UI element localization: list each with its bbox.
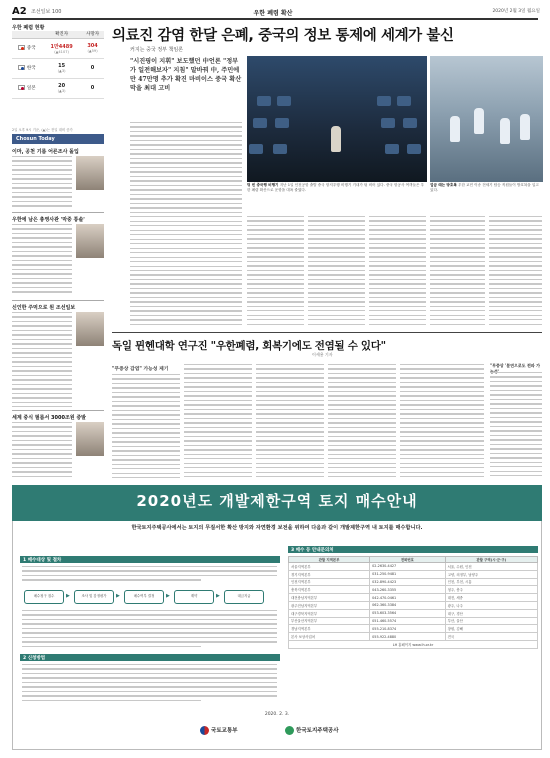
confirmed-count: 15 [58,63,66,69]
country-name: 중국 [26,46,36,51]
flow-step: 대금지급 [224,590,264,604]
phone-number[interactable]: 02-2630-4427 [370,563,445,571]
lh-emblem-icon [285,726,294,735]
ad-section-heading: 3 매수 등 안내문의처 [288,546,538,553]
office-area: 부산, 울산 [445,617,537,625]
confirmed-delta: (▲4107) [54,49,69,54]
airplane-cabin-photo [247,56,427,182]
confirmed-cell [42,78,81,98]
phone-number[interactable]: 062-360-3384 [370,601,445,609]
phone-number[interactable]: 032-890-4423 [370,578,445,586]
main-body-col-1 [130,122,242,327]
side-portrait-photo [76,422,104,456]
second-body-col-3 [256,364,324,480]
main-headline[interactable]: 의료진 감염 한달 은폐, 중국의 정보 통제에 세계가 불신 [112,28,454,44]
office-name: 경기지역본부 [289,570,370,578]
contact-row [289,601,538,609]
deaths-cell [81,38,104,58]
issue-date: 2020년 2월 3일 월요일 [492,9,540,14]
second-body-col-1 [112,374,180,480]
phone-number[interactable]: 051-460-5574 [370,617,445,625]
contact-row [289,633,538,641]
side-divider [12,300,104,301]
contact-header: 전화번호 [370,557,445,563]
second-article-subhead: "무증상 감염" 가능성 제기 [112,367,169,372]
phone-number[interactable]: 031-250-9481 [370,570,445,578]
second-body-col-2 [184,364,252,480]
confirmed-cell [42,38,81,58]
main-deck: "시진핑이 지휘" 보도했던 中언론 "정부가 일전해보자" 지침" 말바꿔 中, 주민에만 47만명 추가 확진 마비이스 중국 확산 막을 최대 고비 [130,58,242,92]
caption-text: 우한 교민 이송 전세기 탑승 직원들이 방호복을 입고 있다. [430,183,539,192]
stats-title: 우한 폐렴 현황 [12,25,45,31]
office-name: 인천지역본부 [289,578,370,586]
contact-row [289,625,538,633]
stats-header [12,31,42,38]
top-rule [12,18,538,20]
contact-row [289,609,538,617]
photo-caption [430,183,543,193]
office-area: 인천, 부천, 시흥 [445,578,537,586]
side-article-body [12,312,72,408]
office-area: 대구, 경산 [445,609,537,617]
office-area: 서울, 수원, 인천 [445,563,537,571]
side-article-body [12,224,72,296]
lh-name: 한국토지주택공사 [296,728,339,734]
contact-row [289,570,538,578]
office-name: 본사 보상사업처 [289,633,370,641]
death-delta: (▲59) [87,49,98,53]
office-area: 전국 [445,633,537,641]
country-cell [12,58,42,78]
confirmed-delta: (▲3) [57,69,66,73]
side-divider [12,410,104,411]
phone-number[interactable]: 055-922-4880 [370,633,445,641]
ad-section-text [22,566,277,586]
right-column-title: "무증상 '분연으로도 전파 가 [490,363,540,368]
ministry-logo [200,726,238,735]
flow-step: 매수여부 결정 [124,590,164,604]
main-body-col-5 [430,216,485,328]
office-area: 창원, 김해 [445,625,537,633]
office-area: 고양, 의정부, 남양주 [445,570,537,578]
stats-row [12,78,104,98]
contact-row [289,594,538,602]
office-area: 청주, 충주 [445,586,537,594]
office-name: 광주전남지역본부 [289,601,370,609]
main-body-col-4 [369,216,426,328]
contact-footer[interactable]: LH 홈페이지 www.lh.or.kr [289,640,538,648]
ad-date: 2020. 2. 3. [264,712,290,717]
country-cell [12,78,42,98]
stats-header: 사망자 [81,31,104,38]
ad-section-heading: 2 신청방법 [20,654,280,661]
side-article-body [12,156,72,208]
death-count: 0 [90,85,95,91]
china-flag-icon [18,45,25,50]
side-portrait-photo [76,156,104,190]
arrow-right-icon: ▶ [166,593,170,599]
side-article-body [12,422,72,480]
ad-section-text [22,664,277,704]
flow-step: 조사 및 감정평가 [74,590,114,604]
flow-step: 계약 [174,590,214,604]
office-area: 대전, 세종 [445,594,537,602]
flow-step: 매수청구 접수 [24,590,64,604]
contact-row [289,640,538,648]
arrow-right-icon: ▶ [216,593,220,599]
phone-number[interactable]: 055-210-8374 [370,625,445,633]
office-name: 부산울산지역본부 [289,617,370,625]
arrow-right-icon: ▶ [66,593,70,599]
deaths-cell [81,78,104,98]
ad-section-heading: 1 매수대상 및 절차 [20,556,280,563]
contact-header: 관할 지역본부 [289,557,370,563]
country-name: 한국 [26,66,36,71]
ministry-emblem-icon [200,726,209,735]
lh-logo [285,726,339,735]
confirmed-cell [42,58,81,78]
caption-text: 지난 1일 인천공항 출발 중국 항저우행 비행기 기내가 텅 비어 있다. 중국 항공사 여객들은 우한 폐렴 확산으로 운항을 대폭 줄였다. [247,183,425,192]
column-header: Chosun Today [12,134,104,144]
contact-table [288,556,538,649]
main-body-col-3 [308,216,365,328]
stats-note: 2일 오후 9시 기준, (▲)는 전일 대비 증가 [12,128,73,132]
side-article-title[interactable]: 우한에 남은 총영사관 '막중 통솔' [12,217,85,223]
side-divider [12,212,104,213]
second-body-col-5 [400,364,484,480]
stats-header: 확진자 [42,31,81,38]
contact-row [289,563,538,571]
phone-number[interactable]: 053-603-3564 [370,609,445,617]
deaths-cell [81,58,104,78]
japan-flag-icon [18,85,25,90]
phone-number[interactable]: 042-470-0461 [370,594,445,602]
second-article-headline[interactable]: 독일 뮌헨대학 연구진 "우한폐렴, 회복기에도 전염될 수 있다" [112,340,386,352]
section-title: 우한 폐렴 확산 [253,10,293,17]
second-body-col-4 [328,364,396,480]
phone-number[interactable]: 043-260-3355 [370,586,445,594]
death-count: 0 [90,65,95,71]
airport-photo [430,56,543,182]
page-number: A2 [12,6,27,17]
confirmed-count: 1만4489 [50,43,73,50]
side-article-title[interactable]: 이마, 공천 기름 어른조사 돌입 [12,149,79,155]
confirmed-delta: (▲3) [57,89,66,93]
second-body-col-6 [490,372,542,480]
byline: 이세용 기자 [312,352,333,357]
masthead [0,0,550,22]
stats-table [12,31,104,99]
office-name: 대구경북지역본부 [289,609,370,617]
country-cell [12,38,42,58]
photo-caption [247,183,427,193]
paper-name: 조선일보 100 [31,9,62,15]
side-portrait-photo [76,312,104,346]
contact-header: 관할 구역(시·군·구) [445,557,537,563]
section-divider [112,332,542,333]
office-name: 충북지역본부 [289,586,370,594]
main-body-col-2 [247,216,304,328]
side-article-title[interactable]: 세계 중식 필름서 3000조원 증발 [12,415,87,421]
ad-section-text [22,610,277,650]
caption-label: 텅 빈 중국행 비행기 [247,183,279,187]
country-name: 일본 [26,86,36,91]
korea-flag-icon [18,65,25,70]
office-name: 서울지역본부 [289,563,370,571]
main-subhead: 커지는 중국 정부 책임론 [130,47,184,53]
ad-intro: 한국토지주택공사에서는 토지의 무질서한 확산 방지와 자연환경 보전을 위하여 다음과 같이 개발제한구역 내 토지를 매수합니다. [131,525,423,531]
ministry-name: 국토교통부 [211,728,238,734]
caption-label: 업급 때는 방호복 [430,183,457,187]
death-count: 304 [87,43,98,49]
office-area: 광주, 나주 [445,601,537,609]
contact-row [289,617,538,625]
office-name: 대전충남지역본부 [289,594,370,602]
contact-row [289,578,538,586]
stats-row [12,38,104,58]
main-body-col-6 [489,216,542,328]
office-name: 경남지역본부 [289,625,370,633]
side-portrait-photo [76,224,104,258]
arrow-right-icon: ▶ [116,593,120,599]
ad-title: 2020년도 개발제한구역 토지 매수안내 [136,492,418,510]
stats-row [12,58,104,78]
side-article-title[interactable]: 신인한 주먹으로 원 조선일보 [12,305,76,311]
contact-row [289,586,538,594]
confirmed-count: 20 [58,83,66,89]
